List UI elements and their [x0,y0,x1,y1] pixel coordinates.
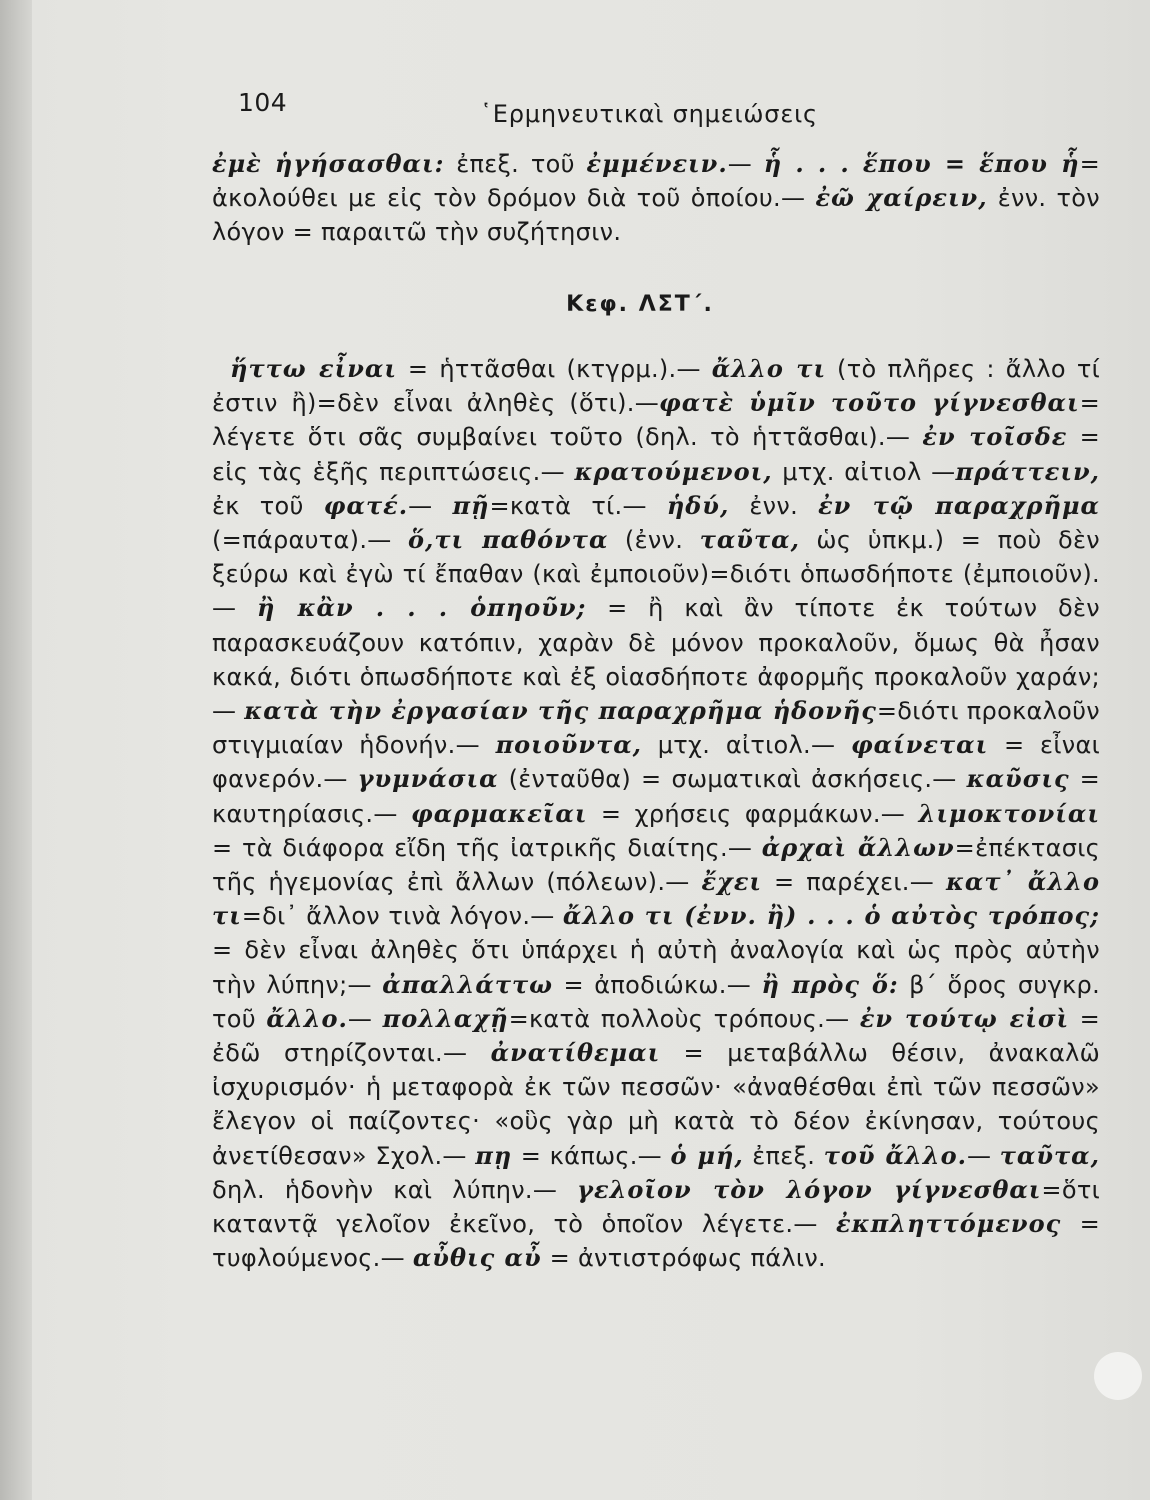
gloss-text: = μεταβάλλω θέσιν, ἀνακαλῶ ἰσχυρισμόν· ἡ μεταφορὰ ἐκ τῶν πεσσῶν· «ἀναθέσθαι ἐπὶ τῶν πεσσῶν» ἔλεγον οἱ παίζοντες· «οὓς γὰρ μὴ κατὰ τὸ δέον ἐκίνησαν, τούτους ἀνετίθεσαν» Σχολ.— [212,1039,1100,1170]
lemma-term: ἀπαλλάττω [382,969,553,999]
gloss-text: = ἢ καὶ ἂν τίποτε ἐκ τούτων δὲν παρασκευάζουν κατόπιν, χαρὰν δὲ μόνον προκαλοῦν, ὅμως θὰ ἦσαν κακά, διότι ὁπωσδήποτε καὶ ἐξ οἱασδήποτε ἀφορμῆς προκαλοῦν χαράν; — [212,594,1100,726]
gloss-text: (=πάραυτα).— [212,526,409,555]
gloss-text: = τὰ διάφορα εἴδη τῆς ἰατρικῆς διαίτης.— [212,833,762,862]
lemma-term: λιμοκτονίαι [918,798,1100,828]
lemma-term: ἐῶ χαίρειν, [815,183,988,213]
gloss-text: = παρέχει.— [762,868,946,897]
lemma-term: ἀνατίθεμαι [490,1038,661,1068]
lemma-term: κρατούμενοι, [574,456,773,486]
lemma-term: αὖθις αὖ [412,1243,542,1273]
lemma-term: ἢ κἂν . . . ὁπηοῦν; [257,593,587,623]
gloss-text: — [966,1141,1000,1170]
lemma-term: ταῦτα, [999,1140,1100,1170]
gloss-text: — [408,491,453,520]
lemma-term: ἥττω εἶναι [230,354,397,383]
gloss-text: =κατὰ τί.— [489,491,667,520]
gloss-text: (ἐνταῦθα) = σωματικαὶ ἀσκήσεις.— [498,765,967,794]
gloss-text: = καυτηρίασις.— [212,765,1100,828]
gloss-text: = κάπως.— [512,1141,671,1170]
lemma-term: γυμνάσια [357,764,499,794]
lemma-term: ἐν τούτῳ εἰσὶ [859,1003,1070,1033]
lemma-term: καῦσις [966,764,1070,794]
gloss-text: = λέγετε ὅτι σᾶς συμβαίνει τοῦτο (δηλ. τὸ ἡττᾶσθαι).— [212,389,1100,452]
gloss-text: μτχ. αἰτιολ.— [642,731,851,760]
lemma-term: ἄλλο τι [711,354,827,383]
chapter-heading: Κεφ. ΛΣΤ΄. [566,292,714,317]
gloss-text: = τυφλούμενος.— [212,1210,1100,1273]
lemma-term: ἄλλο τι (ἐνν. ἢ) . . . ὁ αὐτὸς τρόπος; [562,901,1100,931]
lemma-term: πῇ [452,490,490,520]
gloss-text: ἐπεξ. [743,1141,824,1170]
lemma-term: πράττειν, [955,456,1100,486]
gloss-text: ἐκ τοῦ [212,491,324,520]
lemma-term: φατέ. [323,490,409,520]
lemma-term: ἐκπληττόμενος [836,1209,1062,1239]
gloss-text: = ἀκολούθει με εἰς τὸν δρόμον διὰ τοῦ ὁποίου.— [212,150,1100,213]
notes-paragraph-1 [212,147,1100,250]
gloss-text: = εἰς τὰς ἑξῆς περιπτώσεις.— [212,423,1100,486]
running-title: ῾Ερμηνευτικαὶ σημειώσεις [480,100,818,128]
gloss-text: = δὲν εἶναι ἀληθὲς ὅτι ὑπάρχει ἡ αὐτὴ ἀναλογία καὶ ὡς πρὸς αὐτὴν τὴν λύπην;— [212,936,1100,999]
gloss-text: =δι᾿ ἄλλον τινὰ λόγον.— [241,902,563,931]
gloss-text: μτχ. αἰτιολ — [772,457,956,486]
gloss-text: =ἐπέκτασις τῆς ἡγεμονίας ἐπὶ ἄλλων (πόλεων).— [212,833,1101,897]
gloss-text: =κατὰ πολλοὺς τρόπους.— [508,1004,860,1033]
gloss-text: ἐνν. [729,491,819,520]
lemma-term: κατ᾿ ἄλλο τι [212,867,1101,931]
gloss-text: ὡς ὑπκμ.) = ποὺ δὲν ξεύρω καὶ ἐγὼ τί ἔπαθαν (καὶ ἐμποιοῦν)=διότι ὁπωσδήποτε (ἐμποιοῦν).— [212,526,1101,623]
gloss-text: = ἐδῶ στηρίζονται.— [212,1004,1101,1068]
paper-blot [1094,1352,1142,1400]
lemma-term: ταῦτα, [699,525,800,555]
lemma-term: ἐμὲ ἡγήσασθαι: [212,149,445,178]
lemma-term: ἀρχαὶ ἄλλων [761,832,955,862]
lemma-term: ἐν τοῖσδε [922,422,1068,452]
gloss-text: = εἶναι φανερόν.— [212,731,1100,794]
gloss-text: — [727,150,764,178]
lemma-term: ἔχει [701,867,763,897]
lemma-term: φαίνεται [850,730,989,760]
lemma-term: ὁ μή, [670,1140,744,1170]
lemma-term: φατὲ ὑμῖν τοῦτο γίγνεσθαι [659,388,1080,418]
lemma-term: φαρμακεῖαι [411,798,588,828]
lemma-term: ὅ,τι παθόντα [408,525,609,555]
lemma-term: ἧ . . . ἕπου = ἕπου ἧ [763,149,1080,178]
gloss-text: δηλ. ἡδονὴν καὶ λύπην.— [212,1175,578,1204]
gloss-text: =διότι προκαλοῦν στιγμιαίαν ἡδονήν.— [212,697,1101,760]
lemma-term: ἄλλο. [266,1003,348,1033]
lemma-term: κατὰ τὴν ἐργασίαν τῆς παραχρῆμα ἡδονῆς [244,696,877,726]
gloss-text: = ἀποδιώκω.— [553,970,762,999]
gloss-text: = ἡττᾶσθαι (κτγρμ.).— [396,355,712,383]
gloss-text: β΄ ὅρος συγκρ. τοῦ [212,970,1100,1033]
gloss-text: ἐπεξ. τοῦ [444,150,587,178]
lemma-term: πῃ [475,1140,513,1170]
notes-paragraph-2 [212,352,1100,1275]
page-number: 104 [238,88,288,117]
gloss-text: = χρήσεις φαρμάκων.— [587,799,919,828]
lemma-term: ἐμμένειν. [586,149,728,178]
lemma-term: τοῦ ἄλλο. [823,1140,967,1170]
gloss-text: ἐνν. τὸν λόγον = παραιτῶ τὴν συζήτησιν. [212,184,1100,247]
gloss-text: — [347,1004,383,1033]
lemma-term: γελοῖον τὸν λόγον γίγνεσθαι [577,1174,1042,1204]
gloss-text: (τὸ πλῆρες : ἄλλο τί ἐστιν ἢ)=δὲν εἶναι ἀληθὲς (ὅτι).— [212,355,1101,418]
lemma-term: ἡδύ, [666,490,730,520]
lemma-term: ἢ πρὸς ὅ: [761,969,899,999]
lemma-term: ἐν τῷ παραχρῆμα [818,490,1100,520]
lemma-term: ποιοῦντα, [495,730,643,760]
gloss-text: = ἀντιστρόφως πάλιν. [541,1244,826,1273]
gloss-text: =ὅτι καταντᾷ γελοῖον ἐκεῖνο, τὸ ὁποῖον λέγετε.— [212,1175,1100,1239]
lemma-term: πολλαχῇ [382,1003,509,1033]
page-spine-shadow [0,0,32,1500]
gloss-text: (ἐνν. [608,526,700,555]
